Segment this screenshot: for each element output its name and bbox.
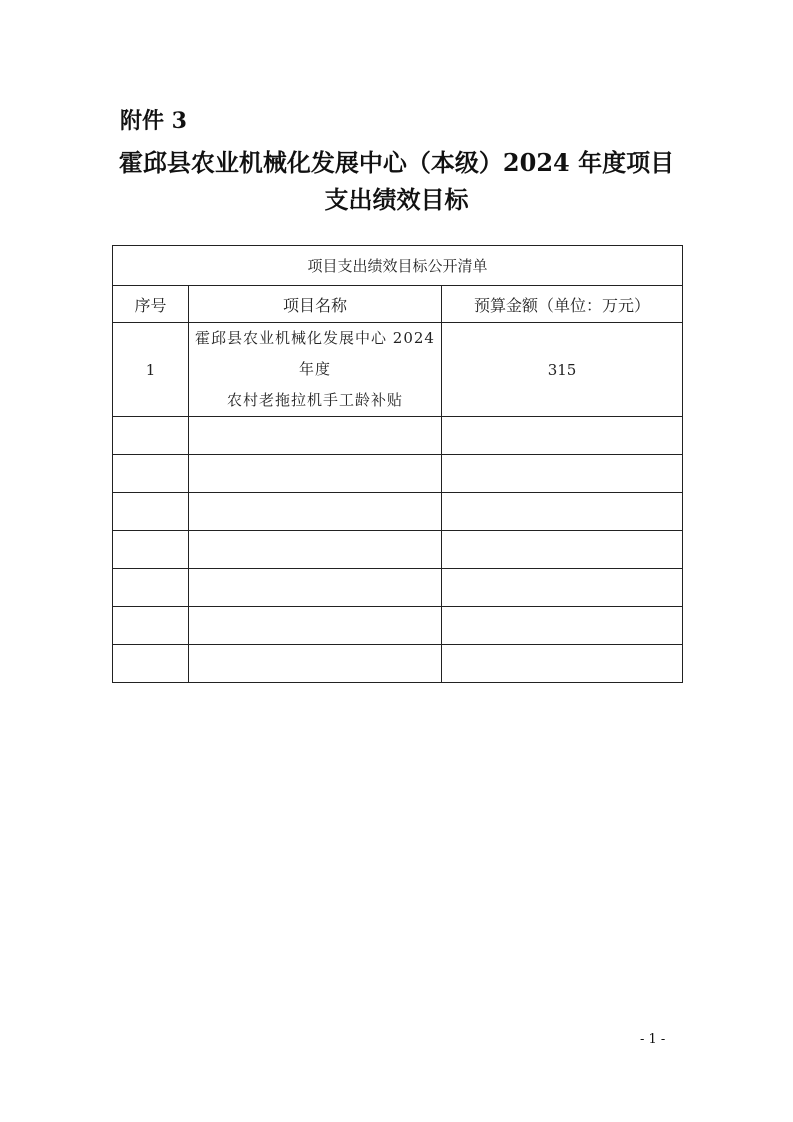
empty-cell: [113, 417, 189, 455]
project-name-line-1: 霍邱县农业机械化发展中心 2024 年度: [195, 329, 435, 378]
empty-cell: [189, 417, 442, 455]
empty-cell: [189, 569, 442, 607]
document-title-line-2: 支出绩效目标: [324, 185, 469, 214]
table-caption-row: [113, 246, 683, 286]
row-budget-amount: 315: [442, 323, 683, 417]
row-project-name: [189, 323, 442, 417]
empty-table-row: [113, 645, 683, 683]
attachment-label: 附件 3: [120, 108, 187, 134]
empty-cell: [113, 645, 189, 683]
empty-cell: [442, 455, 683, 493]
empty-cell: [442, 417, 683, 455]
empty-cell: [189, 607, 442, 645]
row-index: 1: [113, 323, 189, 417]
empty-cell: [189, 455, 442, 493]
table-header-row: [113, 286, 683, 323]
empty-cell: [189, 531, 442, 569]
document-title-line-1: 霍邱县农业机械化发展中心（本级）2024 年度项目: [118, 148, 675, 177]
empty-cell: [189, 645, 442, 683]
empty-cell: [442, 645, 683, 683]
header-budget-amount: 预算金额（单位：万元）: [442, 286, 683, 323]
empty-table-row: [113, 493, 683, 531]
empty-cell: [113, 493, 189, 531]
empty-cell: [113, 607, 189, 645]
project-name-line-2: 农村老拖拉机手工龄补贴: [226, 391, 403, 409]
empty-cell: [442, 493, 683, 531]
empty-cell: [113, 531, 189, 569]
table-row: [113, 323, 683, 417]
performance-target-table: [112, 245, 683, 683]
empty-table-row: [113, 569, 683, 607]
empty-table-row: [113, 417, 683, 455]
empty-table-row: [113, 455, 683, 493]
empty-table-row: [113, 607, 683, 645]
page-number: - 1 -: [640, 1032, 666, 1047]
empty-cell: [442, 531, 683, 569]
table-caption: 项目支出绩效目标公开清单: [113, 246, 683, 286]
header-project-name: 项目名称: [189, 286, 442, 323]
empty-cell: [442, 607, 683, 645]
empty-cell: [113, 569, 189, 607]
empty-cell: [113, 455, 189, 493]
empty-cell: [442, 569, 683, 607]
empty-cell: [189, 493, 442, 531]
header-index: 序号: [113, 286, 189, 323]
empty-table-row: [113, 531, 683, 569]
